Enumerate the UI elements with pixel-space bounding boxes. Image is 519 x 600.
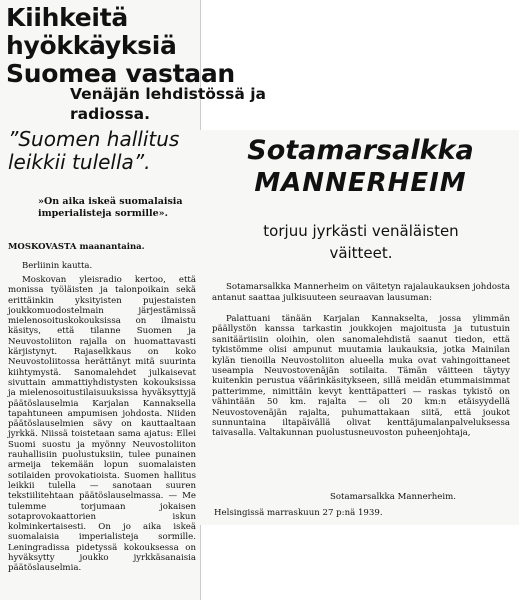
right-body: Palattuani tänään Karjalan Kannakselta, jossa ylimmän päällystön kanssa tarkastin joukkojen majoitusta ja tutustuin sanitääriisiin oloihin, olen sanomalehdistä saanut tiedon, että tykistömme olisi ampunut muutamia laukauksia, jotka Mainilan kylän tienoilla Neuvostoliiton alueella muka ovat vahingoittaneet useampia Neuvostovenäjän sotilaita. Tämän väitteen täytyy kuitenkin perustua väärinkäsitykseen, sillä meidän etummaisimmat patterimme, nimittäin kevyt kenttäpatteri — raskas tykistö on vähintään 50 km. rajalta — oli 20 km:n etäisyydellä Neuvostovenäjän rajalta, puhumattakaan siitä, että joukot sunnuntaina iltapäivällä olivat kenttäjumalanpalveluksessa taivasalla. Valtakunnan puolustusneuvoston puheenjohtaja, [212,314,510,439]
left-headline: Kiihkeitä hyökkäyksiä Suomea vastaan [6,3,235,88]
right-deck: torjuu jyrkästi venäläisten väitteet. [263,222,459,262]
right-intro: Sotamarsalkka Mannerheim on väitetyn rajalaukauksen johdosta antanut saattaa julkisuuteen seuraavan lausuman: [212,282,510,303]
right-headline-line1: Sotamarsalkka [247,135,474,166]
left-quote: ”Suomen hallitus leikkii tulella”. [8,127,180,174]
left-body: Moskovan yleisradio kertoo, että monissa työläisten ja talonpoikain sekä erittäinkin yksityisten pujestaisten joukkomuodostelmain järjestämissä mielenosoituskokouksissa on ilmaistu käsitys, että tilanne Suomen ja Neuvostoliiton rajalla on huomattavasti kärjistynyt. Rajaselkkaus on koko Neuvostoliitossa herättänyt mitä suurinta kiihtymystä. Sanomalehdet julkaisevat sivuttain ammattiyhdistysten kokouksissa ja mielenosoitustilaisuuksissa hyväksyttyjä päätöslauselmia Karjalan Kannaksella tapahtuneen ampumisen johdosta. Niiden päätöslauselmien sävy on kauttaaltaan jyrkkä. Niissä toistetaan sama ajatus: Ellei Suomi suostu ja myönny Neuvostoliiton rauhallisiin puolustuksiin, tulee punainen armeija tekemään lopun suomalaisten sotilaiden provokatioista. Suomen hallitus leikkii tulella — sanotaan suuren tekstiilitehtaan päätöslauselmassa. — Me tulemme torjumaan jokaisen sotaprovokaattorien iskun kolminkertaisesti. On jo aika iskeä suomalaisia imperialisteja sormille. Leningradissa pidetyssä kokouksessa on hyväksytty joukko jyrkkäsanaisia päätöslauselmia. [8,275,196,574]
left-byline: MOSKOVASTA maanantaina. [8,242,145,252]
left-via: Berliinin kautta. [22,261,93,271]
right-headline-line2: MANNERHEIM [254,168,467,198]
right-article [200,130,519,525]
left-subheadline: Venäjän lehdistössä ja radiossa. [70,85,266,123]
right-dateline: Helsingissä marraskuun 27 p:nä 1939. [214,508,383,518]
right-signature: Sotamarsalkka Mannerheim. [330,492,457,502]
left-lead: »On aika iskeä suomalaisia imperialisteja sormille». [38,196,183,219]
